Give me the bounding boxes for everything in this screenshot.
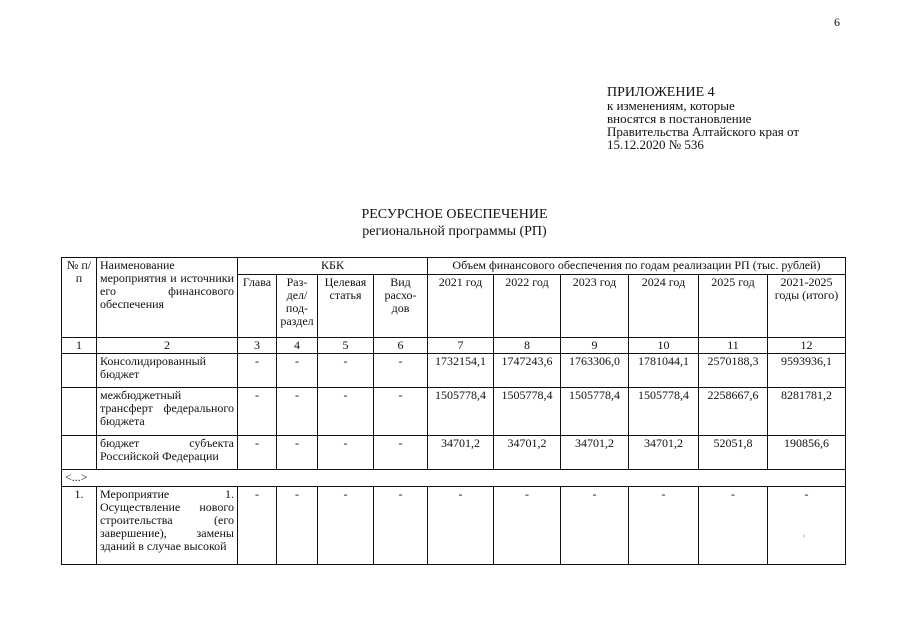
row-value: 34701,2: [494, 436, 561, 470]
header-year: 2022 год: [494, 275, 561, 338]
row-kbk: -: [238, 436, 277, 470]
row-value: 1732154,1: [428, 354, 494, 388]
header-year: 2024 год: [629, 275, 699, 338]
header-kbk-col: Вид расхо-дов: [374, 275, 428, 338]
column-number: 2: [97, 338, 238, 354]
column-number: 11: [699, 338, 768, 354]
row-name: Мероприятие 1. Осуществление нового строительства (его завершение), замены зданий в случае высокой: [97, 487, 238, 565]
row-kbk: -: [238, 388, 277, 436]
row-name: Консолидированный бюджет: [97, 354, 238, 388]
row-value: -: [494, 487, 561, 565]
row-value: 1505778,4: [494, 388, 561, 436]
header-kbk-col: Раз-дел/ под-раздел: [277, 275, 318, 338]
row-value: 2570188,3: [699, 354, 768, 388]
title-line-1: РЕСУРСНОЕ ОБЕСПЕЧЕНИЕ: [361, 207, 548, 222]
column-number: 4: [277, 338, 318, 354]
row-kbk: -: [318, 354, 374, 388]
scan-artifact: [803, 535, 805, 537]
appendix-line: 15.12.2020 № 536: [607, 137, 704, 152]
row-kbk: -: [374, 388, 428, 436]
header-name: Наименование мероприятия и источники его финансового обеспечения: [97, 258, 238, 338]
row-value: 52051,8: [699, 436, 768, 470]
header-kbk-col: Глава: [238, 275, 277, 338]
appendix-block: [607, 86, 799, 151]
column-number: 10: [629, 338, 699, 354]
row-value: -: [768, 487, 846, 565]
row-kbk: -: [277, 354, 318, 388]
table-row: [62, 487, 846, 565]
column-number: 5: [318, 338, 374, 354]
row-num: [62, 354, 97, 388]
header-kbk: КБК: [238, 258, 428, 275]
row-num: [62, 436, 97, 470]
row-value: 1505778,4: [561, 388, 629, 436]
row-value: 34701,2: [629, 436, 699, 470]
row-value: -: [428, 487, 494, 565]
page-number: 6: [834, 15, 840, 29]
header-kbk-col: Целевая статья: [318, 275, 374, 338]
table-row: [62, 436, 846, 470]
row-value: 34701,2: [561, 436, 629, 470]
header-row: [62, 258, 846, 275]
row-value: 1505778,4: [428, 388, 494, 436]
row-kbk: -: [238, 487, 277, 565]
row-value: 2258667,6: [699, 388, 768, 436]
title-line-2: региональной программы (РП): [362, 224, 547, 239]
ellipsis-row: [62, 470, 846, 487]
appendix-heading: ПРИЛОЖЕНИЕ 4: [607, 85, 715, 100]
appendix-line: вносятся в постановление: [607, 111, 752, 126]
row-kbk: -: [374, 436, 428, 470]
column-number: 1: [62, 338, 97, 354]
row-kbk: -: [374, 487, 428, 565]
document-title: [0, 206, 905, 240]
row-kbk: -: [277, 388, 318, 436]
appendix-line: к изменениям, которые: [607, 98, 735, 113]
row-num: [62, 388, 97, 436]
row-value: 1781044,1: [629, 354, 699, 388]
header-funding: Объем финансового обеспечения по годам реализации РП (тыс. рублей): [428, 258, 846, 275]
row-name: межбюджетный трансферт федерального бюджета: [97, 388, 238, 436]
header-year: 2023 год: [561, 275, 629, 338]
row-value: 34701,2: [428, 436, 494, 470]
ellipsis-cell: <...>: [62, 470, 846, 487]
row-value: 1505778,4: [629, 388, 699, 436]
row-kbk: -: [277, 436, 318, 470]
row-value: -: [629, 487, 699, 565]
row-value: 1763306,0: [561, 354, 629, 388]
column-number: 9: [561, 338, 629, 354]
row-kbk: -: [318, 388, 374, 436]
row-kbk: -: [238, 354, 277, 388]
row-kbk: -: [318, 487, 374, 565]
column-number: 8: [494, 338, 561, 354]
header-year: 2021-2025 годы (итого): [768, 275, 846, 338]
resource-table: [61, 257, 846, 565]
row-value: -: [699, 487, 768, 565]
column-number: 3: [238, 338, 277, 354]
table-row: [62, 388, 846, 436]
row-name: бюджет субъекта Российской Федерации: [97, 436, 238, 470]
column-number: 6: [374, 338, 428, 354]
column-number: 12: [768, 338, 846, 354]
column-number: 7: [428, 338, 494, 354]
appendix-line: Правительства Алтайского края от: [607, 124, 800, 139]
row-num: 1.: [62, 487, 97, 565]
row-value: 8281781,2: [768, 388, 846, 436]
column-number-row: [62, 338, 846, 354]
header-num: № п/п: [62, 258, 97, 338]
header-year: 2021 год: [428, 275, 494, 338]
row-value: 9593936,1: [768, 354, 846, 388]
row-value: 190856,6: [768, 436, 846, 470]
row-value: 1747243,6: [494, 354, 561, 388]
header-year: 2025 год: [699, 275, 768, 338]
row-value: -: [561, 487, 629, 565]
row-kbk: -: [277, 487, 318, 565]
row-kbk: -: [374, 354, 428, 388]
table-row: [62, 354, 846, 388]
row-kbk: -: [318, 436, 374, 470]
